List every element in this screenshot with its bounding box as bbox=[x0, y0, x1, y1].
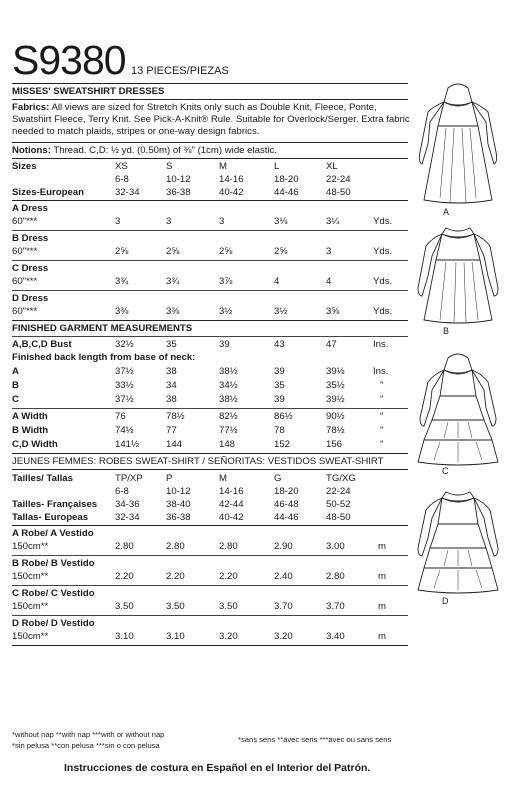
eu-size: 48-50 bbox=[326, 512, 351, 523]
pattern-number: S9380 bbox=[12, 37, 126, 83]
yardage-value: 3¾ bbox=[115, 276, 129, 287]
eu-size: 40-42 bbox=[219, 512, 244, 523]
view-label: A Dress bbox=[12, 203, 48, 214]
view-d-illustration bbox=[410, 486, 504, 596]
fr-size: 34-36 bbox=[115, 499, 140, 510]
view-label: B Dress bbox=[12, 233, 49, 244]
measure-value: 37½ bbox=[115, 394, 134, 405]
divider bbox=[12, 525, 408, 526]
divider bbox=[12, 260, 408, 261]
yardage-value: 4 bbox=[326, 276, 332, 287]
metrage-value: 3.10 bbox=[115, 631, 134, 642]
measure-value: 77½ bbox=[219, 425, 238, 436]
es-sizes-label: Tallas- Europeas bbox=[12, 512, 89, 523]
size-number: 14-16 bbox=[219, 174, 244, 185]
divider bbox=[12, 142, 408, 143]
divider bbox=[12, 453, 408, 454]
size-letter: P bbox=[166, 473, 173, 484]
measure-value: 43 bbox=[274, 339, 285, 350]
figure-label-d: D bbox=[442, 596, 449, 606]
measure-value: 77 bbox=[166, 425, 177, 436]
fr-size: 42-44 bbox=[219, 499, 244, 510]
divider bbox=[12, 290, 408, 291]
size-number: 22-24 bbox=[326, 486, 351, 497]
metrage-value: 3.20 bbox=[219, 631, 238, 642]
unit: " bbox=[380, 411, 384, 422]
divider bbox=[12, 83, 408, 84]
divider bbox=[12, 615, 408, 616]
unit: m bbox=[378, 601, 386, 612]
fabric-width: 60"*** bbox=[12, 216, 38, 227]
divider bbox=[12, 158, 408, 159]
yardage-value: 2⅝ bbox=[274, 246, 288, 257]
footnote-es: *sin pelusa **con pelusa ***sin o con pelusa bbox=[12, 741, 160, 750]
fabric-width: 60"*** bbox=[12, 246, 38, 257]
size-number: 10-12 bbox=[166, 174, 191, 185]
divider bbox=[12, 320, 408, 321]
measure-value: 76 bbox=[115, 411, 126, 422]
footnote-en: *without nap **with nap ***with or without nap bbox=[12, 730, 165, 739]
pattern-title: MISSES' SWEATSHIRT DRESSES bbox=[12, 86, 165, 97]
measure-value: 47 bbox=[326, 339, 337, 350]
unit: " bbox=[380, 380, 384, 391]
row-label: A bbox=[12, 366, 19, 377]
piece-count: 13 PIECES/PIEZAS bbox=[131, 65, 229, 77]
size-number: 6-8 bbox=[115, 486, 129, 497]
unit: Yds. bbox=[373, 246, 393, 257]
row-label: A Width bbox=[12, 411, 48, 422]
notions-paragraph bbox=[12, 145, 410, 157]
unit: Yds. bbox=[373, 276, 393, 287]
eu-size: 36-38 bbox=[166, 512, 191, 523]
divider bbox=[12, 336, 408, 337]
fabrics-label: Fabrics: bbox=[12, 102, 50, 113]
measure-value: 86½ bbox=[274, 411, 293, 422]
measure-value: 39 bbox=[274, 366, 285, 377]
bust-label: A,B,C,D Bust bbox=[12, 339, 72, 350]
unit: " bbox=[380, 425, 384, 436]
unit: Yds. bbox=[373, 306, 393, 317]
unit: Yds. bbox=[373, 216, 393, 227]
metrage-value: 3.50 bbox=[166, 601, 185, 612]
view-a-illustration bbox=[412, 82, 504, 210]
view-label: C Robe/ C Vestido bbox=[12, 588, 95, 599]
metrage-value: 3.00 bbox=[326, 541, 345, 552]
fabric-width: 150cm** bbox=[12, 571, 49, 582]
yardage-value: 3 bbox=[219, 216, 225, 227]
row-label: C bbox=[12, 394, 19, 405]
fr-size: 38-40 bbox=[166, 499, 191, 510]
figure-label-a: A bbox=[443, 207, 450, 217]
size-letter: G bbox=[274, 473, 282, 484]
divider bbox=[12, 99, 408, 100]
measure-value: 37½ bbox=[115, 366, 134, 377]
metrage-value: 2.80 bbox=[115, 541, 134, 552]
measure-value: 78 bbox=[274, 425, 285, 436]
size-number: 18-20 bbox=[274, 486, 299, 497]
metrage-value: 3.40 bbox=[326, 631, 345, 642]
row-label: C,D Width bbox=[12, 439, 58, 450]
eu-size: 40-42 bbox=[219, 187, 244, 198]
metrage-value: 2.80 bbox=[219, 541, 238, 552]
eu-size: 44-46 bbox=[274, 512, 299, 523]
sizes-label: Sizes bbox=[12, 161, 37, 172]
measure-value: 74½ bbox=[115, 425, 134, 436]
divider bbox=[12, 469, 408, 470]
yardage-value: 3½ bbox=[274, 306, 288, 317]
view-b-illustration bbox=[412, 222, 504, 328]
metrage-value: 2.20 bbox=[166, 571, 185, 582]
unit: Ins. bbox=[373, 339, 389, 350]
size-letter: M bbox=[219, 473, 227, 484]
metrage-value: 2.40 bbox=[274, 571, 293, 582]
finished-title: FINISHED GARMENT MEASUREMENTS bbox=[12, 323, 193, 334]
row-label: B bbox=[12, 380, 19, 391]
size-letter: S bbox=[166, 161, 173, 172]
size-number: 22-24 bbox=[326, 174, 351, 185]
measure-value: 90½ bbox=[326, 411, 345, 422]
metrage-value: 3.70 bbox=[326, 601, 345, 612]
divider bbox=[12, 645, 408, 646]
figure-label-c: C bbox=[442, 466, 449, 476]
view-label: C Dress bbox=[12, 263, 49, 274]
eu-size: 36-38 bbox=[166, 187, 191, 198]
view-label: D Dress bbox=[12, 293, 49, 304]
divider bbox=[12, 585, 408, 586]
yardage-value: 3⅜ bbox=[115, 306, 129, 317]
size-number: 18-20 bbox=[274, 174, 299, 185]
fabric-width: 60"*** bbox=[12, 276, 38, 287]
fabrics-paragraph bbox=[12, 102, 410, 138]
metrage-value: 3.50 bbox=[115, 601, 134, 612]
yardage-value: 3 bbox=[166, 216, 172, 227]
yardage-value: 3⅜ bbox=[166, 306, 180, 317]
measure-value: 35½ bbox=[326, 380, 345, 391]
unit: " bbox=[380, 439, 384, 450]
back-length-label: Finished back length from base of neck: bbox=[12, 352, 196, 363]
unit: " bbox=[380, 394, 384, 405]
measure-value: 144 bbox=[166, 439, 183, 450]
unit: m bbox=[378, 631, 386, 642]
yardage-value: 3 bbox=[115, 216, 121, 227]
measure-value: 39 bbox=[219, 339, 230, 350]
fabric-width: 150cm** bbox=[12, 541, 49, 552]
fabric-width: 150cm** bbox=[12, 601, 49, 612]
size-letter: XL bbox=[326, 161, 338, 172]
measure-value: 39½ bbox=[326, 366, 345, 377]
fr-sizes-fr-label: Tailles- Françaises bbox=[12, 499, 98, 510]
view-label: A Robe/ A Vestido bbox=[12, 528, 94, 539]
size-letter: L bbox=[274, 161, 280, 172]
measure-value: 78½ bbox=[326, 425, 345, 436]
measure-value: 152 bbox=[274, 439, 291, 450]
eu-size: 48-50 bbox=[326, 187, 351, 198]
size-letter: TG/XG bbox=[326, 473, 356, 484]
measure-value: 38½ bbox=[219, 394, 238, 405]
spanish-instructions-note: Instrucciones de costura en Español en el Interior del Patrón. bbox=[64, 762, 371, 774]
yardage-value: 3½ bbox=[219, 306, 233, 317]
yardage-value: 2⅝ bbox=[219, 246, 233, 257]
yardage-value: 3¾ bbox=[166, 276, 180, 287]
view-label: B Robe/ B Vestido bbox=[12, 558, 95, 569]
measure-value: 148 bbox=[219, 439, 236, 450]
yardage-value: 2⅝ bbox=[166, 246, 180, 257]
yardage-value: 3⅛ bbox=[274, 216, 288, 227]
yardage-value: 3⅝ bbox=[326, 306, 340, 317]
size-letter: M bbox=[219, 161, 227, 172]
measure-value: 82½ bbox=[219, 411, 238, 422]
measure-value: 141½ bbox=[115, 439, 140, 450]
size-number: 10-12 bbox=[166, 486, 191, 497]
measure-value: 33½ bbox=[115, 380, 134, 391]
metrage-value: 3.10 bbox=[166, 631, 185, 642]
metrage-value: 3.20 bbox=[274, 631, 293, 642]
notions-label: Notions: bbox=[12, 145, 51, 156]
eu-size: 32-34 bbox=[115, 512, 140, 523]
divider bbox=[12, 555, 408, 556]
row-label: B Width bbox=[12, 425, 49, 436]
fabric-width: 60"*** bbox=[12, 306, 38, 317]
fr-size: 50-52 bbox=[326, 499, 351, 510]
fr-sizes-label: Tailles/ Tallas bbox=[12, 473, 73, 484]
measure-value: 35 bbox=[166, 339, 177, 350]
metrage-value: 2.80 bbox=[326, 571, 345, 582]
divider bbox=[12, 230, 408, 231]
measure-value: 38 bbox=[166, 366, 177, 377]
measure-value: 156 bbox=[326, 439, 343, 450]
footnote-fr: *sans sens **avec sens ***avec ou sans sens bbox=[238, 735, 392, 744]
view-label: D Robe/ D Vestido bbox=[12, 618, 95, 629]
fabrics-text: All views are sized for Stretch Knits only such as Double Knit, Fleece, Ponte, Swatshirt Fleece, Terry Knit. See Pick-A-Knit® Rule. Suitable for Overlock/Serger. Extra fabric needed to match plaids, stripes or one-way design fabrics. bbox=[12, 102, 410, 137]
measure-value: 34 bbox=[166, 380, 177, 391]
measure-value: 39½ bbox=[326, 394, 345, 405]
divider bbox=[12, 408, 408, 409]
metrage-value: 3.50 bbox=[219, 601, 238, 612]
size-number: 14-16 bbox=[219, 486, 244, 497]
eu-size: 44-46 bbox=[274, 187, 299, 198]
french-title: JEUNES FEMMES: ROBES SWEAT-SHIRT / SEÑORITAS: VESTIDOS SWEAT-SHIRT bbox=[12, 456, 384, 467]
fr-size: 46-48 bbox=[274, 499, 299, 510]
measure-value: 78½ bbox=[166, 411, 185, 422]
measure-value: 38 bbox=[166, 394, 177, 405]
notions-text: Thread. C,D: ½ yd. (0.50m) of ⅜" (1cm) wide elastic. bbox=[53, 145, 278, 156]
view-c-illustration bbox=[410, 352, 504, 468]
size-number: 6-8 bbox=[115, 174, 129, 185]
unit: m bbox=[378, 571, 386, 582]
measure-value: 34½ bbox=[219, 380, 238, 391]
measure-value: 38½ bbox=[219, 366, 238, 377]
unit: m bbox=[378, 541, 386, 552]
unit: Ins. bbox=[373, 366, 389, 377]
size-letter: XS bbox=[115, 161, 128, 172]
eu-sizes-label: Sizes-European bbox=[12, 187, 84, 198]
measure-value: 32½ bbox=[115, 339, 134, 350]
measure-value: 39 bbox=[274, 394, 285, 405]
metrage-value: 2.20 bbox=[115, 571, 134, 582]
eu-size: 32-34 bbox=[115, 187, 140, 198]
yardage-value: 2⅝ bbox=[115, 246, 129, 257]
yardage-value: 3 bbox=[326, 246, 332, 257]
figure-label-b: B bbox=[443, 326, 450, 336]
yardage-value: 3¼ bbox=[326, 216, 340, 227]
measure-value: 35 bbox=[274, 380, 285, 391]
metrage-value: 2.80 bbox=[166, 541, 185, 552]
size-letter: TP/XP bbox=[115, 473, 143, 484]
yardage-value: 3⅞ bbox=[219, 276, 233, 287]
metrage-value: 2.20 bbox=[219, 571, 238, 582]
fabric-width: 150cm** bbox=[12, 631, 49, 642]
divider bbox=[12, 200, 408, 201]
metrage-value: 2.90 bbox=[274, 541, 293, 552]
metrage-value: 3.70 bbox=[274, 601, 293, 612]
yardage-value: 4 bbox=[274, 276, 280, 287]
